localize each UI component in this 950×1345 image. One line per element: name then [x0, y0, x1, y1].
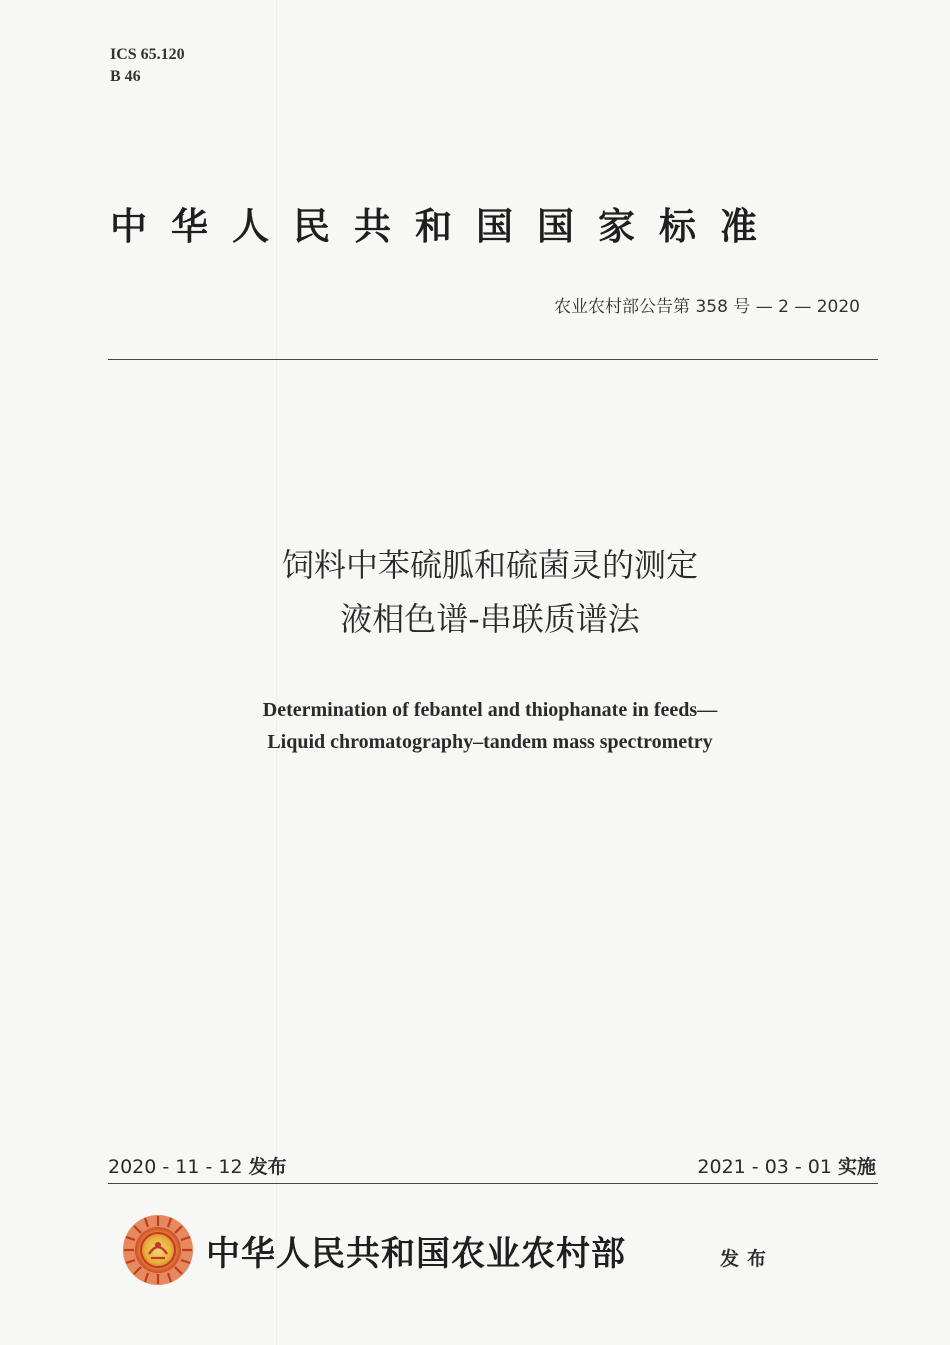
bottom-divider: [108, 1183, 878, 1184]
ics-code: ICS 65.120: [110, 46, 185, 63]
national-standard-title: 中华人民共和国国家标准: [110, 205, 781, 248]
issue-date-value: 2020 - 11 - 12: [108, 1156, 243, 1178]
issue-date: [108, 1152, 287, 1179]
chinese-title-line-1: 饲料中苯硫胍和硫菌灵的测定: [281, 546, 698, 584]
english-title-line-1: Determination of febantel and thiophanate in feeds—: [262, 699, 718, 721]
national-emblem-icon: [122, 1214, 194, 1286]
publish-label: 发布: [720, 1248, 775, 1270]
english-title-line-2: Liquid chromatography–tandem mass spectrometry: [267, 731, 713, 753]
implementation-date: [697, 1152, 876, 1179]
english-title: [0, 694, 950, 758]
chinese-title: [0, 538, 950, 646]
top-divider: [108, 359, 878, 360]
classification-codes: [110, 44, 185, 88]
standard-number: 农业农村部公告第 358 号 — 2 — 2020: [554, 297, 860, 317]
implementation-label: 实施: [837, 1156, 876, 1178]
issue-label: 发布: [248, 1156, 287, 1178]
implementation-date-value: 2021 - 03 - 01: [697, 1156, 832, 1178]
issuing-ministry: 中华人民共和国农业农村部: [206, 1234, 626, 1274]
ccs-code: B 46: [110, 68, 141, 85]
chinese-title-line-2: 液相色谱-串联质谱法: [340, 600, 640, 638]
